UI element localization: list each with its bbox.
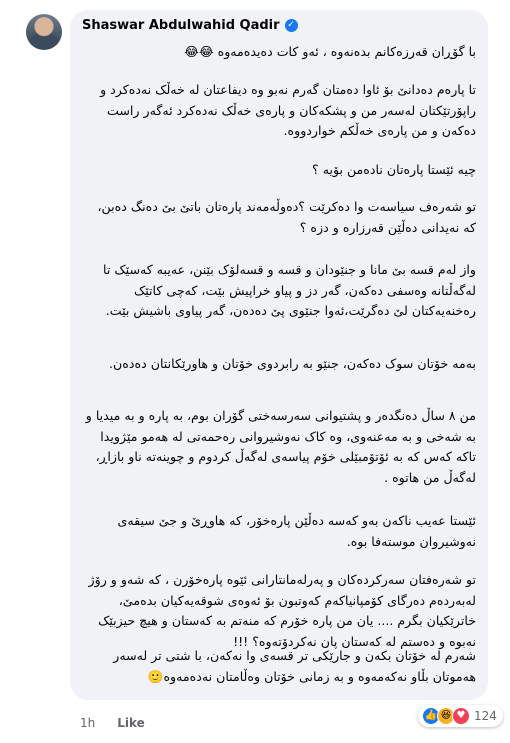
comment-paragraph: من ٨ ساڵ دەنگدەر و پشتیوانی سەرسەختی گۆران بوم، بە پارە و بە میدیا و بە شەخی و بە مەعنەوی، وە کاک نەوشیروانی رەحمەتی لە هەمو مێژویدا تاکە کەس کە بە ئۆتۆمبێلی خۆم پیاسەی لەگەڵ کردوم و چوینەتە ناو بازاڕ، لەگەڵ من هاتوە . [85, 408, 476, 485]
love-icon: ♥ [452, 707, 470, 725]
comment-paragraph: شەرم لە خۆتان بکەن و جارێکی تر قسەی وا نەکەن، با شتی تر لەسەر هەموتان بڵاو نەکەمەوە و بە زمانی خۆتان وەڵامتان نەدەمەوە🙂 [113, 648, 476, 684]
comment-paragraph: واز لەم قسە بێ مانا و جنێودان و قسە و قسەلۆک بێنن، عەیبە کەسێک تا لەگەڵتانە وەسفی دەکەن، گەر دز و پیاو خراپیش بێت، کەچی کاتێک رەخنەیەکتان لێ دەگرێت،ئەوا جنێوی پێ دەدەن، گەر پیاوی باشیش بێت. [103, 262, 476, 318]
like-button[interactable]: Like [117, 716, 145, 730]
comment-paragraph: چیە ئێستا پارەتان نادەمن بۆیە ؟ [312, 162, 476, 177]
comment-paragraph: تو شەرەف سیاسەت وا دەکرێت ؟دەوڵەمەند پارەتان باتێ بێ دەنگ دەبن، کە نەیدانی دەڵێن قەرزارە و دزە ؟ [97, 199, 476, 235]
comment-header [82, 18, 298, 33]
comment-paragraph: با گۆڕان قەرزەکانم بدەنەوە ، ئەو کات دەیدەمەوە 😂😂 [184, 44, 476, 59]
comment-paragraph: تا پارەم دەدانێ بۆ ئاوا دەمتان گەرم نەبو وە دیفاعتان لە خەڵک نەدەکرد و راپۆرتێکتان لەسەر من و پشکەکان و پارەی خەڵک نەدەکرد ئەگەر راست دەکەن و من پارەی خەڵکم خواردووە. [100, 82, 476, 138]
reaction-count: 124 [474, 709, 497, 723]
avatar[interactable] [26, 14, 62, 50]
comment-paragraph: ئێستا عەیب ناکەن بەو کەسە دەڵێن پارەخۆر، کە هاوڕێ و جێ سیقەی نەوشیروان موستەفا بوە. [117, 513, 476, 549]
comment-paragraph: تو شەرەفتان سەرکردەکان و پەرلەمانتارانی ئێوە پارەخۆرن ، کە شەو و رۆژ لەبەردەم دەرگای کۆمپانیاکەم کەوتبون بۆ ئەوەی شوقەیەکیان بدەمێ، خاترێکیان بگرم .... یان من پارە خۆرم کە منەتم بە کەستان و هیچ حیزبێک نەبوە و دەستم لە کەستان پان نەکردۆتەوە؟ !!! [88, 572, 476, 649]
author-name[interactable]: Shaswar Abdulwahid Qadir [82, 18, 280, 33]
comment-paragraph: بەمە خۆتان سوک دەکەن، جنێو بە رابردوی خۆتان و هاورێکانتان دەدەن. [109, 356, 476, 371]
haha-icon: 😆 [437, 707, 455, 725]
comment-meta [80, 716, 145, 730]
like-icon: 👍 [422, 707, 440, 725]
reaction-summary[interactable] [418, 705, 503, 727]
verified-badge-icon: ✓ [285, 19, 298, 32]
comment-time[interactable]: 1h [80, 716, 96, 730]
